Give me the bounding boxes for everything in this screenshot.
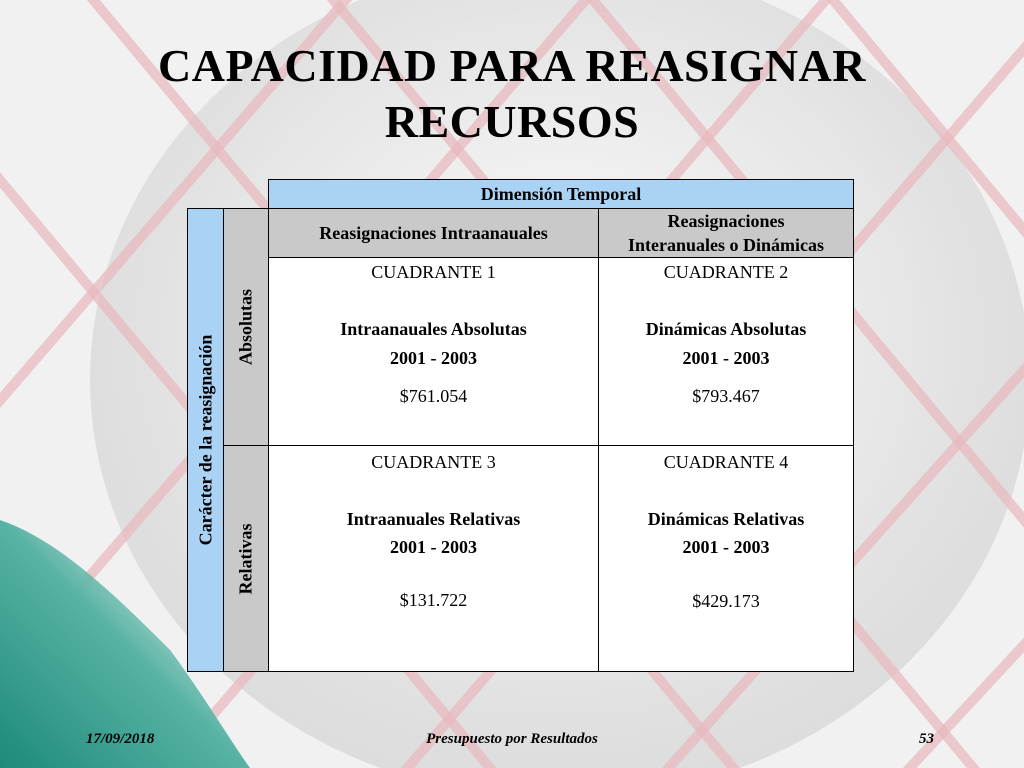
footer-center-text: Presupuesto por Resultados: [426, 731, 598, 747]
slide-title-line1: CAPACIDAD PARA REASIGNAR: [158, 40, 866, 91]
character-label: Carácter de la reasignación: [195, 334, 215, 546]
character-header: [187, 208, 224, 672]
row-relativas-label: Relativas: [235, 523, 256, 594]
footer-page-number: 53: [919, 731, 934, 747]
quadrant-4-period: 2001 - 2003: [682, 537, 770, 557]
quadrant-4-name: Dinámicas Relativas: [647, 509, 805, 529]
col-intraanuales-header: [268, 208, 599, 258]
quadrant-2: [598, 257, 854, 446]
quadrant-2-period: 2001 - 2003: [682, 348, 770, 368]
row-absolutas-header: [223, 208, 269, 446]
quadrant-4: [598, 445, 854, 672]
col-intraanuales-label: Reasignaciones Intraanauales: [319, 223, 548, 243]
row-relativas-header: [223, 445, 269, 672]
quadrant-3: [268, 445, 599, 672]
quadrant-3-name: Intraanuales Relativas: [346, 509, 521, 529]
quadrant-2-label: CUADRANTE 2: [663, 262, 789, 282]
quadrant-2-amount: $793.467: [692, 386, 760, 406]
quadrant-1: [268, 257, 599, 446]
quadrant-3-label: CUADRANTE 3: [371, 452, 496, 472]
quadrant-4-amount: $429.173: [692, 591, 760, 611]
col-dinamicas-label-line2: Interanuales o Dinámicas: [627, 235, 824, 255]
temporal-dimension-header: [268, 179, 854, 209]
quadrant-4-label: CUADRANTE 4: [663, 452, 789, 472]
temporal-dimension-label: Dimensión Temporal: [480, 184, 642, 204]
slide-title-line2: RECURSOS: [384, 96, 640, 147]
quadrant-1-label: CUADRANTE 1: [371, 262, 496, 282]
col-dinamicas-label-line1: Reasignaciones: [667, 211, 785, 231]
col-dinamicas-header: [598, 208, 854, 258]
quadrant-1-amount: $761.054: [399, 386, 468, 406]
row-absolutas-label: Absolutas: [235, 288, 256, 366]
quadrant-2-name: Dinámicas Absolutas: [645, 319, 807, 339]
footer-date: 17/09/2018: [86, 731, 155, 747]
quadrant-3-amount: $131.722: [399, 590, 468, 610]
quadrant-1-name: Intraanauales Absolutas: [340, 319, 527, 339]
quadrant-3-period: 2001 - 2003: [390, 537, 477, 557]
quadrant-1-period: 2001 - 2003: [390, 348, 477, 368]
